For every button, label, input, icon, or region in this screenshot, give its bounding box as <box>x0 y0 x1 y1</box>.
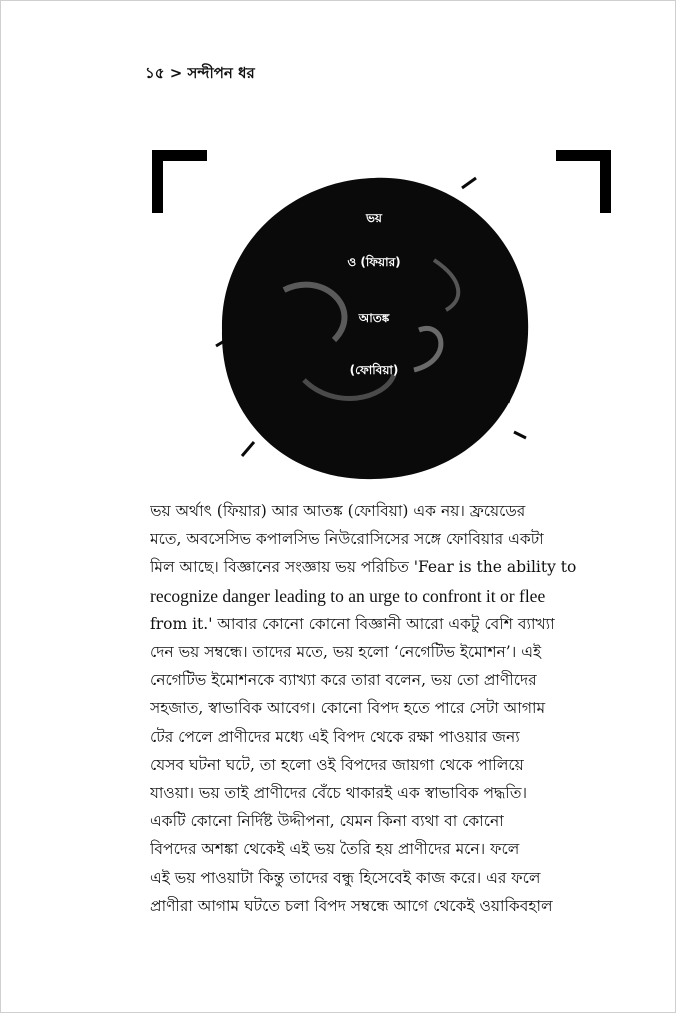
body-line: নেগেটিভ ইমোশনকে ব্যাখ্যা করে তারা বলেন, ভয় তো প্রাণীদের <box>150 671 537 690</box>
body-line: যেসব ঘটনা ঘটে, তা হলো ওই বিপদের জায়গা থেকে পালিয়ে <box>150 755 524 774</box>
page-number: ১৫ <box>145 64 165 82</box>
body-line: দেন ভয় সম্বন্ধে। তাদের মতে, ভয় হলো ‘নেগেটিভ ইমোশন’। এই <box>150 643 542 662</box>
chapter-title-line-1: ভয় <box>365 211 382 225</box>
body-line: টের পেলে প্রাণীদের মধ্যে এই বিপদ থেকে রক্ষা পাওয়ার জন্য <box>150 727 520 746</box>
body-line: মিল আছে। বিজ্ঞানের সংজ্ঞায় ভয় পরিচিত 'Fear is the ability to <box>150 558 577 577</box>
author-name: সন্দীপন ধর <box>187 64 255 82</box>
chapter-title-line-2: ও (ফিয়ার) <box>347 255 401 269</box>
body-line: প্রাণীরা আগাম ঘটতে চলা বিপদ সম্বন্ধে আগে থেকেই ওয়াকিবহাল <box>150 896 553 915</box>
body-paragraph <box>150 497 601 920</box>
body-line: বিপদের অশঙ্কা থেকেই এই ভয় তৈরি হয় প্রাণীদের মনে। ফলে <box>150 840 520 859</box>
body-line: সহজাত, স্বাভাবিক আবেগ। কোনো বিপদ হতে পারে সেটা আগাম <box>150 699 546 718</box>
body-line: recognize danger leading to an urge to confront it or flee <box>150 585 546 606</box>
corner-bracket-right <box>556 150 611 213</box>
body-line: মতে, অবসেসিভ কপালসিভ নিউরোসিসের সঙ্গে ফোবিয়ার একটা <box>150 530 544 549</box>
body-line: একটি কোনো নির্দিষ্ট উদ্দীপনা, যেমন কিনা ব্যথা বা কোনো <box>150 812 504 831</box>
chapter-title-line-4: (ফোবিয়া) <box>349 363 399 377</box>
chapter-title-line-3: আতঙ্ক <box>358 311 390 325</box>
separator: > <box>169 64 183 82</box>
corner-bracket-left <box>152 150 207 213</box>
running-head <box>145 62 255 87</box>
body-line: এই ভয় পাওয়াটা কিন্তু তাদের বন্ধু হিসেবেই কাজ করে। এর ফলে <box>150 868 541 887</box>
body-line: ভয় অর্থাৎ (ফিয়ার) আর আতঙ্ক (ফোবিয়া) এক নয়। ফ্রয়েডের <box>150 502 526 520</box>
body-line: যাওয়া। ভয় তাই প্রাণীদের বেঁচে থাকারই এক স্বাভাবিক পদ্ধতি। <box>150 784 528 803</box>
body-line: from it.' আবার কোনো কোনো বিজ্ঞানী আরো একটু বেশি ব্যাখ্যা <box>150 614 555 633</box>
chapter-title-emblem <box>214 170 534 485</box>
